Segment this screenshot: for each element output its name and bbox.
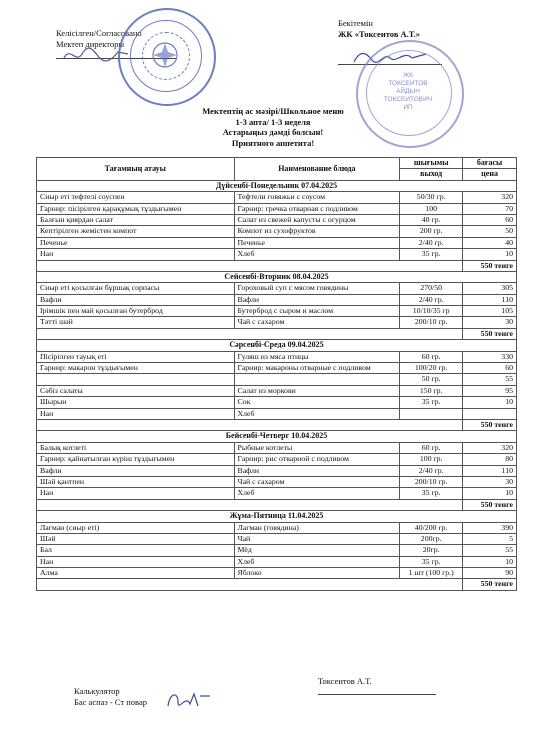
col-header-ru: Наименование блюда: [234, 158, 400, 181]
dish-name-ru: [234, 374, 400, 385]
left-official-seal: [118, 8, 216, 106]
dish-name-kz: Гарнир: пісірілген қарақұмық тұздығымен: [37, 203, 235, 214]
dish-name-ru: Хлеб: [234, 488, 400, 499]
dish-name-kz: Нан: [37, 408, 235, 419]
dish-yield: 100 гр.: [400, 454, 463, 465]
dish-price: 60: [463, 214, 517, 225]
menu-row: [37, 397, 517, 408]
day-header-row: [37, 511, 517, 522]
dish-price: 5: [463, 533, 517, 544]
title-line1: Мектептің ас мәзірі/Школьное меню: [202, 106, 344, 116]
dish-price: 110: [463, 465, 517, 476]
dish-name-ru: Рыбные котлеты: [234, 442, 400, 453]
dish-name-ru: Гарнир: гречка отварная с подливом: [234, 203, 400, 214]
menu-row: [37, 454, 517, 465]
dish-name-kz: Балғын қиярдан салат: [37, 214, 235, 225]
day-header-row: [37, 431, 517, 442]
day-total-row: [37, 419, 517, 430]
menu-row: [37, 385, 517, 396]
col-header-price-kz: бағасы: [463, 158, 517, 169]
chef-handwritten-signature: [164, 688, 214, 715]
dish-name-kz: Нан: [37, 249, 235, 260]
seal-right-text: ЖК ТОКСЕИТОВ АЙДЫН ТОКСЕИТОВИЧ ИП: [383, 72, 433, 111]
dish-name-ru: Хлеб: [234, 249, 400, 260]
dish-yield: 200гр.: [400, 533, 463, 544]
col-header-kz: Тағамның атауы: [37, 158, 235, 181]
menu-row: [37, 488, 517, 499]
dish-name-kz: Шырын: [37, 397, 235, 408]
dish-name-ru: Лагман (говядина): [234, 522, 400, 533]
dish-name-ru: Печенье: [234, 237, 400, 248]
dish-yield: 100: [400, 203, 463, 214]
dish-name-kz: Сәбіз салаты: [37, 385, 235, 396]
dish-name-ru: Салат из свежей капусты с огурцом: [234, 214, 400, 225]
menu-row: [37, 533, 517, 544]
dish-yield: 2/40 гр.: [400, 237, 463, 248]
menu-row: [37, 568, 517, 579]
menu-row: [37, 465, 517, 476]
dish-yield: 60 гр.: [400, 351, 463, 362]
day-title: Бейсенбі-Четверг 10.04.2025: [37, 431, 517, 442]
menu-row: [37, 522, 517, 533]
menu-table-body: [37, 180, 517, 590]
dish-name-kz: Гарнир: макарон тұздығымен: [37, 363, 235, 374]
menu-row: [37, 351, 517, 362]
day-total: 550 тенге: [463, 419, 517, 430]
signature-scribble-chef: [164, 688, 214, 710]
dish-name-ru: Хлеб: [234, 408, 400, 419]
dish-name-ru: Вафли: [234, 294, 400, 305]
footer-calc-label: Калькулятор: [74, 686, 120, 696]
dish-name-kz: Вафли: [37, 465, 235, 476]
day-total: 550 тенге: [463, 499, 517, 510]
dish-name-ru: Мёд: [234, 545, 400, 556]
menu-title: [0, 106, 546, 148]
col-header-yield-kz: шығымы: [400, 158, 463, 169]
dish-name-kz: Пісірілген тауық еті: [37, 351, 235, 362]
menu-row: [37, 442, 517, 453]
total-spacer: [37, 419, 463, 430]
menu-row: [37, 476, 517, 487]
dish-name-ru: Гарнир: рис отварной с подливом: [234, 454, 400, 465]
dish-price: 390: [463, 522, 517, 533]
dish-price: 10: [463, 249, 517, 260]
day-total: 550 тенге: [463, 328, 517, 339]
dish-name-kz: Нан: [37, 556, 235, 567]
seal-emblem-icon: [118, 8, 212, 102]
day-title: Дүйсенбі-Понедельник 07.04.2025: [37, 180, 517, 191]
footer-left: [74, 686, 147, 708]
dish-name-ru: Чай с сахаром: [234, 317, 400, 328]
dish-name-ru: Компот из сухофруктов: [234, 226, 400, 237]
dish-price: 320: [463, 442, 517, 453]
title-line3: Астарыңыз дәмді болсын!: [222, 127, 324, 137]
dish-name-ru: Чай: [234, 533, 400, 544]
dish-price: 10: [463, 488, 517, 499]
menu-row: [37, 226, 517, 237]
menu-table: [36, 157, 517, 591]
dish-price: 105: [463, 306, 517, 317]
dish-name-ru: Яблоко: [234, 568, 400, 579]
dish-name-ru: Вафли: [234, 465, 400, 476]
dish-yield: 35 гр.: [400, 249, 463, 260]
dish-price: 55: [463, 374, 517, 385]
menu-row: [37, 545, 517, 556]
footer-right-name: Токсеитов А.Т.: [318, 676, 372, 686]
dish-yield: 60 гр.: [400, 442, 463, 453]
menu-row: [37, 237, 517, 248]
dish-price: 320: [463, 192, 517, 203]
day-title: Жұма-Пятница 11.04.2025: [37, 511, 517, 522]
dish-yield: 35 гр.: [400, 397, 463, 408]
dish-yield: 1 шт (100 гр.): [400, 568, 463, 579]
footer-signature-line: [318, 694, 436, 695]
dish-price: 60: [463, 363, 517, 374]
dish-name-kz: Нан: [37, 488, 235, 499]
dish-name-kz: Алма: [37, 568, 235, 579]
approval-right-line2: ЖК «Токсеитов А.Т.»: [338, 29, 420, 39]
dish-price: 50: [463, 226, 517, 237]
menu-row: [37, 203, 517, 214]
dish-name-ru: Сок: [234, 397, 400, 408]
dish-name-kz: Ірімшік пен май қосылған бутерброд: [37, 306, 235, 317]
dish-name-ru: Гарнир: макароны отварные с подливом: [234, 363, 400, 374]
menu-row: [37, 283, 517, 294]
dish-name-kz: Гарнир: қайнатылған күріш тұздығымен: [37, 454, 235, 465]
dish-yield: 150 гр.: [400, 385, 463, 396]
dish-price: 305: [463, 283, 517, 294]
dish-price: 70: [463, 203, 517, 214]
dish-yield: 270/50: [400, 283, 463, 294]
dish-price: 10: [463, 556, 517, 567]
dish-yield: 50 гр.: [400, 374, 463, 385]
day-total: 550 тенге: [463, 579, 517, 590]
footer-chef-label: Бас аспаз - Ст повар: [74, 697, 147, 707]
day-total-row: [37, 328, 517, 339]
dish-name-kz: Лагман (сиыр еті): [37, 522, 235, 533]
day-header-row: [37, 271, 517, 282]
dish-name-kz: Сиыр еті қосылған бұршақ сорпасы: [37, 283, 235, 294]
dish-name-kz: Шәй қантпен: [37, 476, 235, 487]
dish-name-ru: Гуляш из мяса птицы: [234, 351, 400, 362]
dish-yield: 2/40 гр.: [400, 294, 463, 305]
dish-name-ru: Тефтели говяжьи с соусом: [234, 192, 400, 203]
total-spacer: [37, 579, 463, 590]
dish-yield: 100/20 гр.: [400, 363, 463, 374]
day-header-row: [37, 180, 517, 191]
dish-yield: 50/30 гр.: [400, 192, 463, 203]
dish-name-kz: Балық котлеті: [37, 442, 235, 453]
menu-row: [37, 363, 517, 374]
dish-name-kz: Печенье: [37, 237, 235, 248]
dish-yield: 40 гр.: [400, 214, 463, 225]
menu-row: [37, 408, 517, 419]
approval-left-line2: Мектеп директоры: [56, 39, 125, 49]
dish-price: [463, 408, 517, 419]
dish-yield: 200 гр.: [400, 226, 463, 237]
dish-price: 95: [463, 385, 517, 396]
dish-price: 110: [463, 294, 517, 305]
menu-row: [37, 317, 517, 328]
menu-row: [37, 249, 517, 260]
day-total-row: [37, 579, 517, 590]
dish-name-kz: Бал: [37, 545, 235, 556]
approval-right-label: [338, 18, 420, 40]
dish-yield: [400, 408, 463, 419]
dish-name-ru: Хлеб: [234, 556, 400, 567]
dish-yield: 40/200 гр.: [400, 522, 463, 533]
col-header-yield-ru: выход: [400, 169, 463, 180]
dish-price: 30: [463, 476, 517, 487]
dish-price: 90: [463, 568, 517, 579]
menu-row: [37, 374, 517, 385]
dish-name-kz: Тәтті шәй: [37, 317, 235, 328]
menu-row: [37, 192, 517, 203]
menu-row: [37, 214, 517, 225]
approval-left-line1: Келісілген/Согласовано: [56, 28, 142, 38]
day-header-row: [37, 340, 517, 351]
dish-price: 10: [463, 397, 517, 408]
day-total-row: [37, 260, 517, 271]
dish-yield: 2/40 гр.: [400, 465, 463, 476]
dish-yield: 35 гр.: [400, 488, 463, 499]
dish-price: 330: [463, 351, 517, 362]
day-title: Сәрсенбі-Среда 09.04.2025: [37, 340, 517, 351]
total-spacer: [37, 499, 463, 510]
dish-price: 30: [463, 317, 517, 328]
dish-yield: 10/10/35 гр: [400, 306, 463, 317]
dish-yield: 200/10 гр.: [400, 317, 463, 328]
dish-yield: 200/10 гр.: [400, 476, 463, 487]
dish-price: 55: [463, 545, 517, 556]
dish-price: 80: [463, 454, 517, 465]
dish-name-ru: Чай с сахаром: [234, 476, 400, 487]
day-total-row: [37, 499, 517, 510]
dish-price: 40: [463, 237, 517, 248]
day-total: 550 тенге: [463, 260, 517, 271]
col-header-price-ru: цена: [463, 169, 517, 180]
title-line4: Приятного аппетита!: [231, 137, 315, 148]
total-spacer: [37, 260, 463, 271]
dish-name-kz: Кептірілген жемістен компот: [37, 226, 235, 237]
dish-name-ru: Гороховый суп с мясом говядины: [234, 283, 400, 294]
menu-row: [37, 306, 517, 317]
dish-name-ru: Салат из моркови: [234, 385, 400, 396]
day-title: Сейсенбі-Вторник 08.04.2025: [37, 271, 517, 282]
dish-yield: 20гр.: [400, 545, 463, 556]
dish-name-kz: [37, 374, 235, 385]
dish-yield: 35 гр.: [400, 556, 463, 567]
dish-name-ru: Бутерброд с сыром и маслом: [234, 306, 400, 317]
dish-name-kz: Вафли: [37, 294, 235, 305]
title-line2: 1-3 апта/ 1-3 неделя: [235, 116, 311, 127]
menu-row: [37, 294, 517, 305]
dish-name-kz: Сиыр еті тефтелі соуспен: [37, 192, 235, 203]
total-spacer: [37, 328, 463, 339]
approval-right-line1: Бекітемін: [338, 18, 373, 28]
menu-row: [37, 556, 517, 567]
dish-name-kz: Шәй: [37, 533, 235, 544]
